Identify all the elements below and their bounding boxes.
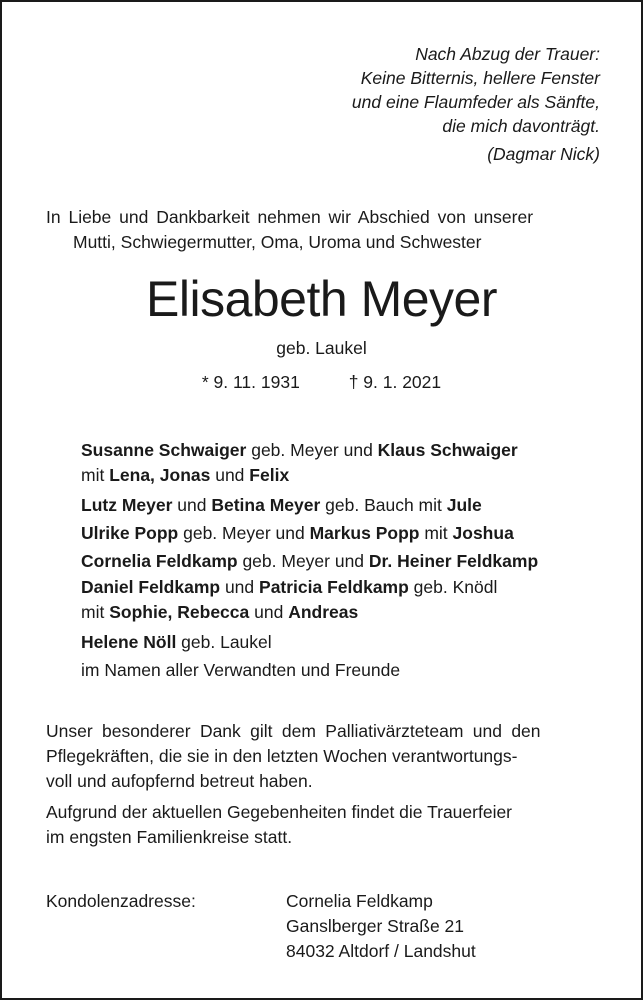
thanks-line: Pflegekräften, die sie in den letzten Wochen verantwortungs- [46, 746, 518, 766]
mourner-name: Klaus Schwaiger [377, 440, 518, 460]
thanks-line: voll und aufopfernd betreut haben. [46, 771, 313, 791]
mourner-text: und [249, 602, 289, 622]
mourner-name: Susanne Schwaiger [81, 440, 247, 460]
mourner-name: Andreas [288, 602, 359, 622]
condolence-address [286, 889, 476, 964]
mourner-name: Felix [249, 465, 290, 485]
mourner-name: Patricia Feldkamp [259, 577, 409, 597]
mourner-text: geb. Meyer und [178, 523, 310, 543]
funeral-info-line: Aufgrund der aktuellen Gegebenheiten findet die Trauerfeier [46, 802, 513, 822]
poem-author: (Dagmar Nick) [487, 144, 600, 164]
poem-line: und eine Flaumfeder als Sänfte, [351, 92, 600, 112]
mourner-name: Helene Nöll [81, 632, 177, 652]
mourner-line [81, 547, 611, 575]
intro-line: In Liebe und Dankbarkeit nehmen wir Abschied von unserer [46, 207, 534, 227]
mourner-line [81, 519, 611, 547]
mourner-line [81, 575, 611, 600]
mourner-text: geb. Bauch mit [320, 495, 447, 515]
poem-line: die mich davonträgt. [442, 116, 600, 136]
mourner-name: Lena, Jonas [109, 465, 211, 485]
mourners-list [81, 438, 611, 684]
mourner-name: Cornelia Feldkamp [81, 551, 238, 571]
mourner-name: Ulrike Popp [81, 523, 179, 543]
deceased-name: Elisabeth Meyer [146, 271, 497, 327]
mourner-text: im Namen aller Verwandten und Freunde [81, 660, 401, 680]
mourner-text: geb. Laukel [176, 632, 272, 652]
intro-line: Mutti, Schwiegermutter, Oma, Uroma und Schwester [73, 232, 482, 252]
mourner-line [81, 463, 611, 488]
poem-line: Nach Abzug der Trauer: [415, 44, 600, 64]
poem-line: Keine Bitternis, hellere Fenster [360, 68, 600, 88]
funeral-info-line: im engsten Familienkreise statt. [46, 827, 293, 847]
maiden-name: geb. Laukel [276, 338, 367, 358]
mourner-text: geb. Meyer und [246, 440, 378, 460]
thanks-text [46, 719, 606, 850]
mourner-line [81, 438, 611, 463]
mourner-name: Sophie, Rebecca [109, 602, 250, 622]
mourner-text: mit [81, 465, 110, 485]
mourner-name: Jule [446, 495, 482, 515]
mourner-text: geb. Meyer und [237, 551, 369, 571]
funeral-info [46, 800, 606, 850]
address-line: Cornelia Feldkamp [286, 891, 433, 911]
mourner-text: mit [419, 523, 453, 543]
mourner-line [81, 600, 611, 625]
mourner-text: und [210, 465, 250, 485]
mourner-line [81, 628, 611, 656]
poem-quote [352, 42, 600, 166]
mourner-text: geb. Knödl [408, 577, 498, 597]
mourner-name: Markus Popp [309, 523, 420, 543]
thanks-line: Unser besonderer Dank gilt dem Palliativärzteteam und den [46, 721, 541, 741]
mourner-text: mit [81, 602, 110, 622]
intro-text [46, 205, 602, 255]
birth-date: * 9. 11. 1931 [201, 372, 300, 392]
mourner-text: und [220, 577, 260, 597]
death-date: † 9. 1. 2021 [348, 372, 442, 392]
mourner-name: Joshua [452, 523, 514, 543]
mourner-name: Betina Meyer [211, 495, 321, 515]
life-dates [2, 370, 641, 394]
mourner-name: Daniel Feldkamp [81, 577, 221, 597]
condolence-label: Kondolenzadresse: [46, 891, 196, 911]
address-line: 84032 Altdorf / Landshut [286, 941, 476, 961]
mourner-name: Lutz Meyer [81, 495, 173, 515]
mourner-text: und [172, 495, 212, 515]
mourner-name: Dr. Heiner Feldkamp [368, 551, 539, 571]
mourner-line [81, 491, 611, 519]
mourner-line [81, 656, 611, 684]
address-line: Ganslberger Straße 21 [286, 916, 465, 936]
